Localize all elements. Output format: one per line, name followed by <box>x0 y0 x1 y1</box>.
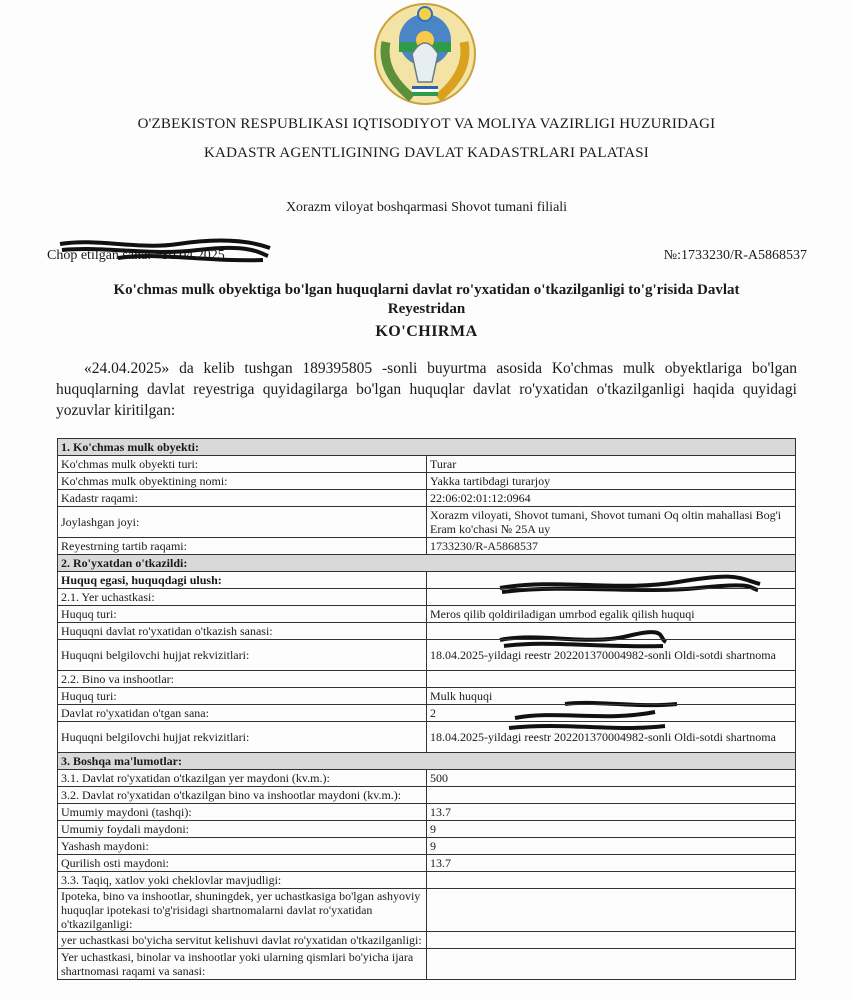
registry-table <box>57 438 796 980</box>
row-value: Mulk huquqi <box>427 688 796 705</box>
row-value: 500 <box>427 770 796 787</box>
row-label: 2.2. Bino va inshootlar: <box>58 671 427 688</box>
table-row <box>58 722 796 753</box>
row-label: Huquqni belgilovchi hujjat rekvizitlari: <box>58 722 427 753</box>
branch-name: Xorazm viloyat boshqarmasi Shovot tumani filiali <box>285 200 568 215</box>
document-subtitle: KO'CHIRMA <box>375 323 478 340</box>
row-value: Turar <box>427 456 796 473</box>
table-section-row <box>58 439 796 456</box>
row-label: Huquqni davlat ro'yxatidan o'tkazish sanasi: <box>58 623 427 640</box>
row-value: 9 <box>427 838 796 855</box>
table-row <box>58 473 796 490</box>
row-value <box>427 872 796 889</box>
table-row <box>58 640 796 671</box>
row-value <box>427 589 796 606</box>
row-value <box>427 949 796 980</box>
print-date: Chop etilgan sana: «30.04.2025 <box>47 248 225 263</box>
section-heading: 2. Ro'yxatdan o'tkazildi: <box>58 555 796 572</box>
row-label: Ipoteka, bino va inshootlar, shuningdek, yer uchastkasiga bo'lgan ashyoviy huquqlar ipotekasi to'g'risidagi shartnomalarni davlat ro'yxatidan o'tkazilganligi: <box>58 889 427 932</box>
table-row <box>58 688 796 705</box>
row-label: 3.1. Davlat ro'yxatidan o'tkazilgan yer maydoni (kv.m.): <box>58 770 427 787</box>
row-value: Xorazm viloyati, Shovot tumani, Shovot tumani Oq oltin mahallasi Bog'i Eram ko'chasi № 25A uy <box>427 507 796 538</box>
table-row <box>58 705 796 722</box>
redaction-mark <box>58 236 273 266</box>
table-section-row <box>58 555 796 572</box>
state-emblem-icon <box>372 2 478 106</box>
row-label: 3.2. Davlat ro'yxatidan o'tkazilgan bino va inshootlar maydoni (kv.m.): <box>58 787 427 804</box>
row-label: Umumiy maydoni (tashqi): <box>58 804 427 821</box>
table-row <box>58 606 796 623</box>
row-value <box>427 932 796 949</box>
row-label: Huquq turi: <box>58 688 427 705</box>
row-label: yer uchastkasi bo'yicha servitut kelishuvi davlat ro'yxatidan o'tkazilganligi: <box>58 932 427 949</box>
header-ministry: O'ZBEKISTON RESPUBLIKASI IQTISODIYOT VA MOLIYA VAZIRLIGI HUZURIDAGI <box>137 116 716 132</box>
table-row <box>58 872 796 889</box>
table-row <box>58 855 796 872</box>
row-value <box>427 671 796 688</box>
table-row <box>58 949 796 980</box>
row-value <box>427 787 796 804</box>
row-label: Kadastr raqami: <box>58 490 427 507</box>
row-label: Huquq egasi, huquqdagi ulush: <box>58 572 427 589</box>
table-row <box>58 770 796 787</box>
row-label: Ko'chmas mulk obyekti turi: <box>58 456 427 473</box>
table-row <box>58 671 796 688</box>
table-row <box>58 589 796 606</box>
row-value <box>427 623 796 640</box>
table-row <box>58 821 796 838</box>
row-label: Qurilish osti maydoni: <box>58 855 427 872</box>
row-label: Huquqni belgilovchi hujjat rekvizitlari: <box>58 640 427 671</box>
row-value: 13.7 <box>427 804 796 821</box>
row-value: Yakka tartibdagi turarjoy <box>427 473 796 490</box>
row-label: Reyestrning tartib raqami: <box>58 538 427 555</box>
row-value <box>427 889 796 932</box>
row-value: 1733230/R-A5868537 <box>427 538 796 555</box>
table-row <box>58 490 796 507</box>
document-title: Ko'chmas mulk obyektiga bo'lgan huquqlarni davlat ro'yxatidan o'tkazilganligi to'g'risida Davlat Reyestridan <box>113 282 740 317</box>
row-label: Davlat ro'yxatidan o'tgan sana: <box>58 705 427 722</box>
row-label: 3.3. Taqiq, xatlov yoki cheklovlar mavjudligi: <box>58 872 427 889</box>
row-label: Yashash maydoni: <box>58 838 427 855</box>
table-section-row <box>58 753 796 770</box>
table-row <box>58 787 796 804</box>
row-label: 2.1. Yer uchastkasi: <box>58 589 427 606</box>
row-label: Joylashgan joyi: <box>58 507 427 538</box>
table-row <box>58 538 796 555</box>
row-label: Ko'chmas mulk obyektining nomi: <box>58 473 427 490</box>
section-heading: 3. Boshqa ma'lumotlar: <box>58 753 796 770</box>
row-value: 18.04.2025-yildagi reestr 202201370004982-sonli Oldi-sotdi shartnoma <box>427 640 796 671</box>
table-row <box>58 456 796 473</box>
table-row <box>58 804 796 821</box>
section-heading: 1. Ko'chmas mulk obyekti: <box>58 439 796 456</box>
row-value: 2 <box>427 705 796 722</box>
intro-paragraph: «24.04.2025» da kelib tushgan 189395805 -sonli buyurtma asosida Ko'chmas mulk obyektlariga bo'lgan huquqlarning davlat reyestriga quyidagilarga bo'lgan huquqlar davlat ro'yxatidan o'tkazilganligi haqida quyidagi yozuvlar kiritilgan: <box>56 360 797 419</box>
row-value: 13.7 <box>427 855 796 872</box>
row-value: 22:06:02:01:12:0964 <box>427 490 796 507</box>
table-row <box>58 932 796 949</box>
row-label: Yer uchastkasi, binolar va inshootlar yoki ularning qismlari bo'yicha ijara shartnomasi raqami va sanasi: <box>58 949 427 980</box>
row-value: 9 <box>427 821 796 838</box>
table-row <box>58 838 796 855</box>
header-chamber: KADASTR AGENTLIGINING DAVLAT KADASTRLARI PALATASI <box>204 145 649 161</box>
row-label: Umumiy foydali maydoni: <box>58 821 427 838</box>
table-row <box>58 507 796 538</box>
row-value: Meros qilib qoldiriladigan umrbod egalik qilish huquqi <box>427 606 796 623</box>
row-label: Huquq turi: <box>58 606 427 623</box>
row-value: 18.04.2025-yildagi reestr 202201370004982-sonli Oldi-sotdi shartnoma <box>427 722 796 753</box>
table-row <box>58 572 796 589</box>
row-value <box>427 572 796 589</box>
table-row <box>58 623 796 640</box>
document-number: №:1733230/R-A5868537 <box>663 248 807 263</box>
table-row <box>58 889 796 932</box>
